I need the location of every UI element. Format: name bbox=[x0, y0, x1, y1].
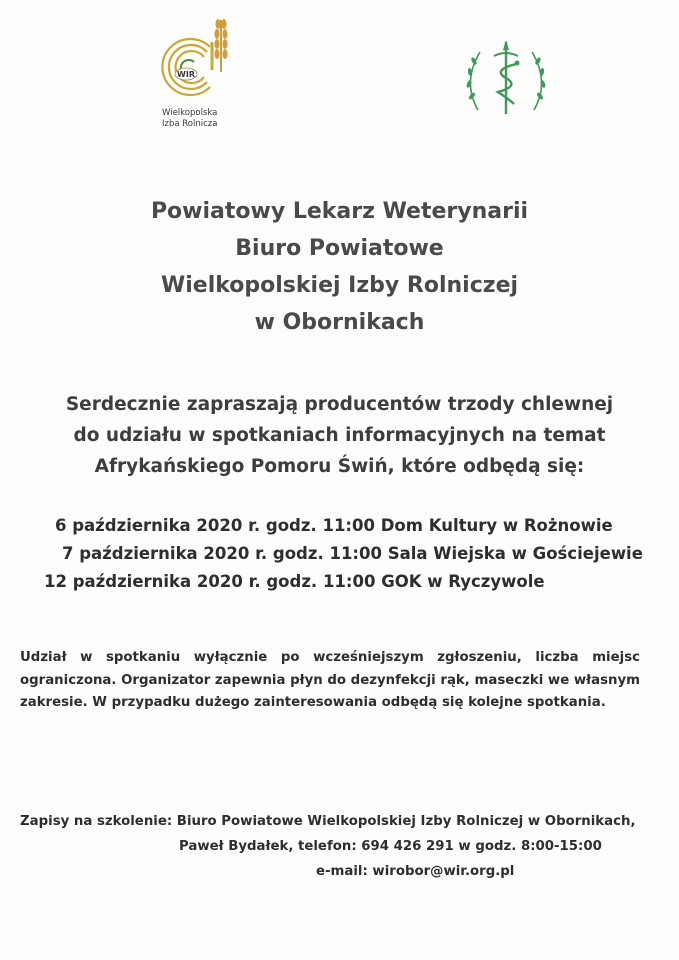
title-line: Powiatowy Lekarz Weterynarii bbox=[150, 199, 529, 224]
invitation-line: do udziału w spotkaniach informacyjnych na temat bbox=[73, 425, 606, 446]
wir-caption-line: Wielkopolska bbox=[162, 108, 218, 118]
notice-line: Udział w spotkaniu wyłącznie po wcześniejszym zgłoszeniu, liczba miejsc bbox=[20, 650, 640, 665]
invitation-line: Serdecznie zapraszają producentów trzody chlewnej bbox=[65, 394, 614, 415]
title-line: Biuro Powiatowe bbox=[235, 236, 444, 261]
wir-caption-line: Izba Rolnicza bbox=[162, 119, 218, 129]
wir-logo-text: WIR bbox=[177, 70, 195, 79]
wir-emblem-icon bbox=[150, 12, 250, 112]
contact-line: Zapisy na szkolenie: Biuro Powiatowe Wielkopolskiej Izby Rolniczej w Obornikach, bbox=[20, 814, 636, 829]
notice-paragraph bbox=[20, 647, 640, 715]
page-title bbox=[0, 193, 679, 341]
wir-caption bbox=[162, 108, 217, 130]
contact-line: Paweł Bydałek, telefon: 694 426 291 w godz. 8:00-15:00 bbox=[179, 839, 602, 854]
title-line: w Obornikach bbox=[254, 310, 425, 335]
event-item: 12 października 2020 r. godz. 11:00 GOK w Ryczywole bbox=[44, 572, 545, 591]
notice-line: zakresie. W przypadku dużego zainteresowania odbędą się kolejne spotkania. bbox=[20, 695, 606, 710]
caduceus-icon bbox=[458, 30, 554, 126]
wir-logo bbox=[150, 12, 250, 137]
invitation-line: Afrykańskiego Pomoru Świń, które odbędą się: bbox=[94, 456, 585, 477]
event-item: 7 października 2020 r. godz. 11:00 Sala Wiejska w Gościejewie bbox=[62, 544, 643, 563]
veterinary-logo bbox=[458, 30, 554, 126]
invitation-text bbox=[0, 389, 679, 482]
event-item: 6 października 2020 r. godz. 11:00 Dom Kultury w Rożnowie bbox=[55, 516, 613, 535]
contact-email: e-mail: wirobor@wir.org.pl bbox=[316, 864, 515, 879]
notice-line: ograniczona. Organizator zapewnia płyn do dezynfekcji rąk, maseczki we własnym bbox=[20, 672, 640, 688]
title-line: Wielkopolskiej Izby Rolniczej bbox=[160, 273, 519, 298]
